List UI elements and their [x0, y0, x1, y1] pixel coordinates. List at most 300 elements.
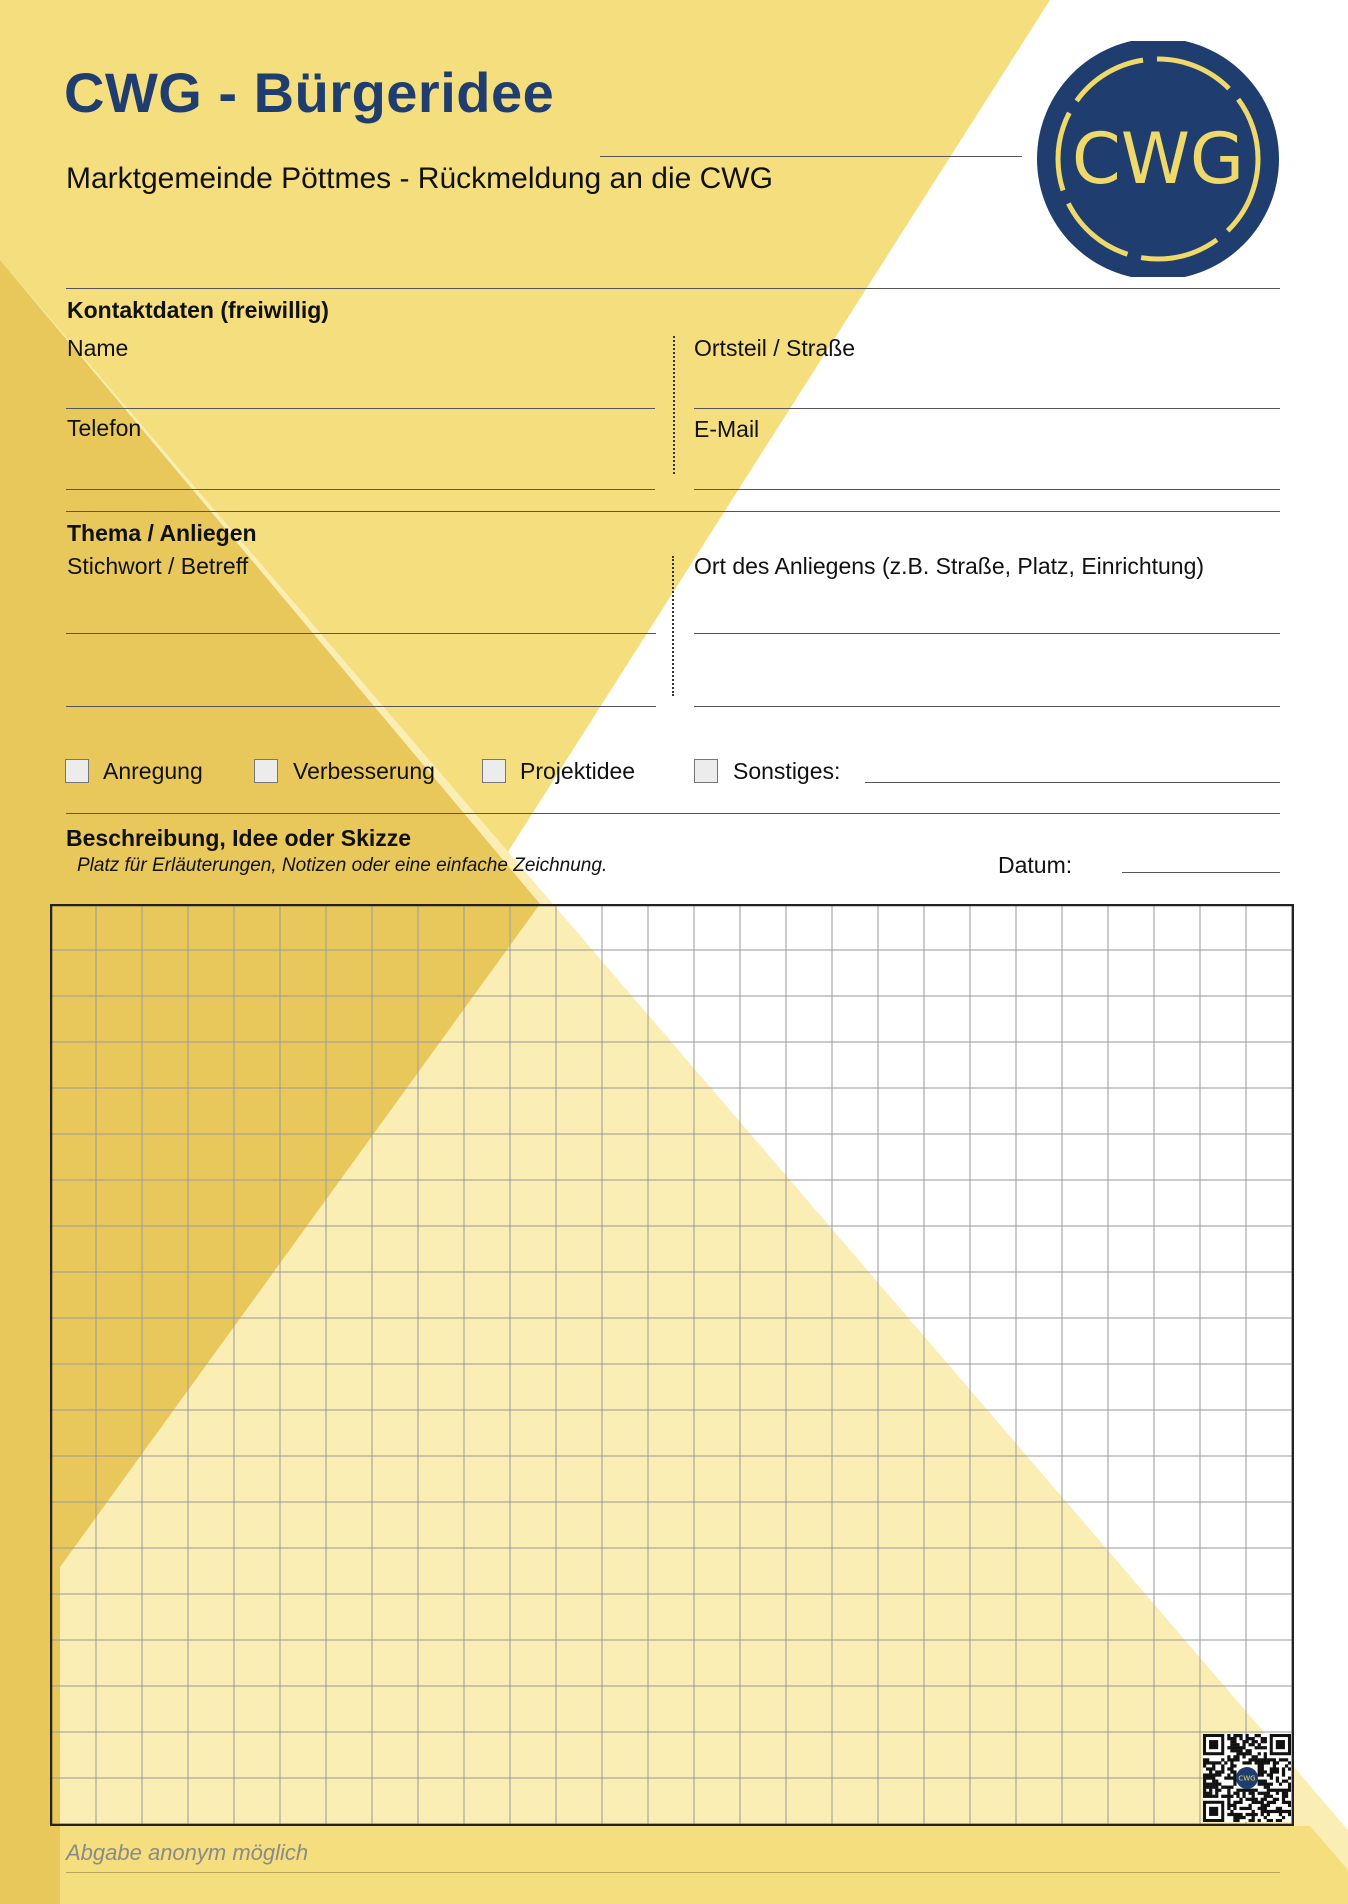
checkbox-projektidee[interactable]	[482, 759, 506, 783]
qr-module	[1249, 1752, 1252, 1755]
location-field-line-1[interactable]	[694, 633, 1280, 634]
qr-module	[1249, 1789, 1252, 1792]
keyword-field-line-2[interactable]	[66, 706, 656, 707]
qr-module	[1258, 1807, 1261, 1810]
qr-module	[1224, 1776, 1227, 1779]
qr-module	[1227, 1813, 1230, 1816]
qr-module	[1282, 1798, 1285, 1801]
qr-module	[1273, 1764, 1276, 1767]
qr-module	[1230, 1746, 1233, 1749]
qr-module	[1285, 1810, 1288, 1813]
qr-module	[1233, 1813, 1236, 1816]
qr-module	[1264, 1770, 1267, 1773]
qr-module	[1258, 1773, 1261, 1776]
qr-module	[1285, 1789, 1288, 1792]
qr-module	[1233, 1758, 1236, 1761]
date-label: Datum:	[998, 852, 1073, 878]
qr-module	[1203, 1758, 1206, 1761]
qr-module	[1236, 1743, 1239, 1746]
qr-module	[1236, 1816, 1239, 1819]
qr-module	[1270, 1819, 1273, 1822]
qr-module	[1261, 1807, 1264, 1810]
qr-module	[1218, 1773, 1221, 1776]
qr-module	[1285, 1792, 1288, 1795]
qr-module	[1282, 1801, 1285, 1804]
qr-module	[1242, 1807, 1245, 1810]
qr-module	[1227, 1767, 1230, 1770]
qr-module	[1252, 1743, 1255, 1746]
qr-module	[1267, 1786, 1270, 1789]
qr-module	[1252, 1810, 1255, 1813]
qr-module	[1288, 1789, 1291, 1792]
qr-module	[1230, 1813, 1233, 1816]
qr-module	[1261, 1801, 1264, 1804]
qr-module	[1215, 1761, 1218, 1764]
qr-module	[1255, 1740, 1258, 1743]
qr-module	[1203, 1776, 1206, 1779]
qr-module	[1203, 1795, 1206, 1798]
qr-module	[1276, 1776, 1279, 1779]
qr-module	[1215, 1783, 1218, 1786]
qr-module	[1236, 1813, 1239, 1816]
qr-module	[1209, 1776, 1212, 1779]
topic-divider	[672, 556, 674, 696]
qr-module	[1258, 1761, 1261, 1764]
qr-module	[1242, 1792, 1245, 1795]
qr-module	[1233, 1746, 1236, 1749]
page-subtitle: Marktgemeinde Pöttmes - Rückmeldung an die CWG	[66, 162, 773, 195]
qr-module	[1264, 1752, 1267, 1755]
qr-module	[1224, 1786, 1227, 1789]
qr-module	[1215, 1786, 1218, 1789]
qr-module	[1221, 1758, 1224, 1761]
qr-module	[1215, 1780, 1218, 1783]
qr-module	[1264, 1786, 1267, 1789]
qr-module	[1242, 1789, 1245, 1792]
grid-border	[51, 905, 1293, 1825]
qr-module	[1252, 1816, 1255, 1819]
qr-module	[1267, 1758, 1270, 1761]
qr-module	[1261, 1737, 1264, 1740]
qr-module	[1245, 1749, 1248, 1752]
qr-module	[1258, 1783, 1261, 1786]
qr-module	[1212, 1786, 1215, 1789]
qr-module	[1273, 1789, 1276, 1792]
qr-module	[1206, 1783, 1209, 1786]
qr-module	[1233, 1743, 1236, 1746]
qr-module	[1276, 1819, 1279, 1822]
qr-module	[1227, 1734, 1230, 1737]
qr-module	[1264, 1804, 1267, 1807]
qr-module	[1233, 1770, 1236, 1773]
description-hint: Platz für Erläuterungen, Notizen oder eine einfache Zeichnung.	[77, 855, 608, 876]
qr-module	[1203, 1783, 1206, 1786]
qr-module	[1288, 1804, 1291, 1807]
qr-module	[1242, 1746, 1245, 1749]
qr-module	[1261, 1792, 1264, 1795]
qr-module	[1267, 1801, 1270, 1804]
qr-module	[1282, 1780, 1285, 1783]
qr-module	[1209, 1770, 1212, 1773]
qr-module	[1230, 1776, 1233, 1779]
qr-module	[1236, 1758, 1239, 1761]
qr-module	[1227, 1758, 1230, 1761]
qr-module	[1264, 1816, 1267, 1819]
qr-module	[1227, 1755, 1230, 1758]
qr-module	[1227, 1804, 1230, 1807]
qr-module	[1230, 1761, 1233, 1764]
qr-module	[1245, 1737, 1248, 1740]
qr-module	[1282, 1773, 1285, 1776]
qr-module	[1245, 1789, 1248, 1792]
qr-module	[1261, 1798, 1264, 1801]
name-label: Name	[67, 335, 129, 361]
qr-module	[1258, 1743, 1261, 1746]
qr-module	[1233, 1764, 1236, 1767]
qr-module	[1239, 1737, 1242, 1740]
qr-module	[1258, 1801, 1261, 1804]
qr-module	[1239, 1752, 1242, 1755]
qr-module	[1233, 1755, 1236, 1758]
qr-module	[1273, 1801, 1276, 1804]
qr-module	[1252, 1813, 1255, 1816]
qr-module	[1279, 1758, 1282, 1761]
qr-module	[1249, 1761, 1252, 1764]
qr-module	[1255, 1746, 1258, 1749]
qr-module	[1261, 1758, 1264, 1761]
qr-module	[1258, 1746, 1261, 1749]
qr-module	[1233, 1783, 1236, 1786]
qr-module	[1233, 1801, 1236, 1804]
qr-module	[1249, 1758, 1252, 1761]
qr-module	[1252, 1755, 1255, 1758]
qr-module	[1239, 1798, 1242, 1801]
qr-module	[1239, 1801, 1242, 1804]
footer-note: Abgabe anonym möglich	[66, 1840, 309, 1865]
qr-module	[1282, 1770, 1285, 1773]
qr-module	[1233, 1740, 1236, 1743]
logo-text: CWG	[1071, 118, 1245, 200]
qr-module	[1209, 1761, 1212, 1764]
qr-module	[1255, 1755, 1258, 1758]
qr-module	[1270, 1789, 1273, 1792]
qr-module	[1270, 1776, 1273, 1779]
qr-module	[1258, 1792, 1261, 1795]
qr-module	[1264, 1746, 1267, 1749]
qr-module	[1264, 1780, 1267, 1783]
checkbox-sonstiges[interactable]	[694, 759, 718, 783]
qr-module	[1261, 1813, 1264, 1816]
qr-module	[1288, 1776, 1291, 1779]
qr-module	[1236, 1752, 1239, 1755]
qr-module	[1252, 1758, 1255, 1761]
checkbox-anregung-label: Anregung	[103, 758, 203, 784]
qr-module	[1212, 1795, 1215, 1798]
qr-module	[1239, 1734, 1242, 1737]
qr-module	[1264, 1761, 1267, 1764]
qr-module	[1230, 1764, 1233, 1767]
checkbox-sonstiges-label: Sonstiges:	[733, 758, 841, 784]
qr-module	[1227, 1773, 1230, 1776]
qr-module	[1282, 1758, 1285, 1761]
qr-module	[1239, 1807, 1242, 1810]
qr-module	[1233, 1804, 1236, 1807]
qr-module	[1264, 1792, 1267, 1795]
qr-module	[1227, 1801, 1230, 1804]
qr-module	[1242, 1743, 1245, 1746]
qr-module	[1203, 1786, 1206, 1789]
qr-module	[1285, 1795, 1288, 1798]
qr-module	[1288, 1810, 1291, 1813]
qr-code	[1203, 1734, 1291, 1822]
qr-module	[1273, 1767, 1276, 1770]
qr-module	[1239, 1749, 1242, 1752]
qr-module	[1218, 1789, 1221, 1792]
qr-module	[1249, 1792, 1252, 1795]
qr-module	[1249, 1813, 1252, 1816]
qr-module	[1252, 1792, 1255, 1795]
qr-module	[1230, 1737, 1233, 1740]
qr-module	[1203, 1780, 1206, 1783]
qr-module	[1261, 1780, 1264, 1783]
qr-module	[1261, 1746, 1264, 1749]
phone-label: Telefon	[67, 415, 142, 441]
qr-finder-inner	[1209, 1807, 1218, 1816]
qr-module	[1267, 1810, 1270, 1813]
qr-module	[1227, 1737, 1230, 1740]
qr-module	[1288, 1786, 1291, 1789]
qr-module	[1242, 1795, 1245, 1798]
qr-module	[1215, 1770, 1218, 1773]
qr-module	[1209, 1792, 1212, 1795]
qr-module	[1282, 1789, 1285, 1792]
qr-module	[1273, 1770, 1276, 1773]
qr-module	[1285, 1801, 1288, 1804]
qr-module	[1261, 1764, 1264, 1767]
qr-module	[1261, 1770, 1264, 1773]
qr-module	[1245, 1761, 1248, 1764]
qr-module	[1264, 1758, 1267, 1761]
date-field[interactable]	[1122, 872, 1280, 873]
qr-module	[1258, 1752, 1261, 1755]
qr-module	[1230, 1767, 1233, 1770]
qr-module	[1273, 1810, 1276, 1813]
district-field[interactable]	[694, 408, 1280, 409]
qr-module	[1267, 1804, 1270, 1807]
qr-module	[1264, 1737, 1267, 1740]
qr-module	[1242, 1755, 1245, 1758]
qr-module	[1230, 1749, 1233, 1752]
checkbox-projektidee-label: Projektidee	[520, 758, 636, 784]
qr-module	[1249, 1749, 1252, 1752]
name-field[interactable]	[66, 408, 655, 409]
qr-module	[1267, 1783, 1270, 1786]
qr-module	[1249, 1807, 1252, 1810]
qr-module	[1279, 1783, 1282, 1786]
qr-finder-inner	[1209, 1740, 1218, 1749]
qr-module	[1255, 1734, 1258, 1737]
qr-module	[1267, 1792, 1270, 1795]
qr-module	[1264, 1798, 1267, 1801]
qr-module	[1258, 1770, 1261, 1773]
qr-module	[1209, 1773, 1212, 1776]
qr-module	[1203, 1761, 1206, 1764]
qr-module	[1224, 1761, 1227, 1764]
qr-module	[1288, 1783, 1291, 1786]
qr-module	[1209, 1795, 1212, 1798]
qr-module	[1285, 1780, 1288, 1783]
qr-module	[1233, 1780, 1236, 1783]
qr-module	[1264, 1810, 1267, 1813]
qr-module	[1276, 1780, 1279, 1783]
qr-module	[1276, 1770, 1279, 1773]
qr-module	[1212, 1780, 1215, 1783]
qr-module	[1227, 1792, 1230, 1795]
qr-module	[1212, 1776, 1215, 1779]
qr-module	[1209, 1783, 1212, 1786]
qr-module	[1218, 1761, 1221, 1764]
qr-module	[1261, 1767, 1264, 1770]
qr-module	[1258, 1819, 1261, 1822]
qr-module	[1261, 1761, 1264, 1764]
qr-module	[1203, 1792, 1206, 1795]
qr-module	[1221, 1786, 1224, 1789]
qr-module	[1270, 1810, 1273, 1813]
qr-module	[1242, 1816, 1245, 1819]
qr-module	[1267, 1789, 1270, 1792]
qr-module	[1261, 1773, 1264, 1776]
keyword-field-line-1[interactable]	[66, 633, 656, 634]
qr-module	[1245, 1752, 1248, 1755]
qr-module	[1203, 1773, 1206, 1776]
keyword-label: Stichwort / Betreff	[67, 553, 249, 579]
qr-module	[1233, 1749, 1236, 1752]
qr-module	[1270, 1773, 1273, 1776]
qr-module	[1224, 1795, 1227, 1798]
qr-finder-inner	[1276, 1740, 1285, 1749]
qr-module	[1245, 1807, 1248, 1810]
qr-module	[1264, 1783, 1267, 1786]
qr-module	[1218, 1770, 1221, 1773]
qr-module	[1236, 1795, 1239, 1798]
qr-module	[1206, 1776, 1209, 1779]
qr-module	[1282, 1810, 1285, 1813]
qr-module	[1273, 1758, 1276, 1761]
qr-module	[1233, 1819, 1236, 1822]
email-field[interactable]	[694, 489, 1280, 490]
cwg-logo	[1036, 41, 1280, 277]
qr-module	[1242, 1752, 1245, 1755]
page-title: CWG - Bürgeridee	[64, 61, 555, 124]
qr-module	[1258, 1734, 1261, 1737]
description-heading: Beschreibung, Idee oder Skizze	[66, 825, 412, 851]
qr-module	[1261, 1783, 1264, 1786]
qr-module	[1230, 1804, 1233, 1807]
sketch-grid[interactable]	[50, 904, 1294, 1826]
qr-module	[1239, 1789, 1242, 1792]
phone-field[interactable]	[66, 489, 655, 490]
qr-module	[1249, 1743, 1252, 1746]
checkbox-verbesserung-label: Verbesserung	[293, 758, 435, 784]
qr-module	[1230, 1810, 1233, 1813]
qr-module	[1255, 1761, 1258, 1764]
qr-module	[1270, 1770, 1273, 1773]
qr-module	[1227, 1807, 1230, 1810]
qr-module	[1276, 1810, 1279, 1813]
sonstiges-field[interactable]	[865, 782, 1280, 783]
qr-module	[1236, 1755, 1239, 1758]
qr-module	[1227, 1776, 1230, 1779]
qr-module	[1255, 1758, 1258, 1761]
description-section-rule	[66, 813, 1280, 814]
qr-module	[1206, 1792, 1209, 1795]
qr-module	[1279, 1810, 1282, 1813]
qr-module	[1212, 1783, 1215, 1786]
checkbox-anregung[interactable]	[65, 759, 89, 783]
location-field-line-2[interactable]	[694, 706, 1280, 707]
qr-module	[1249, 1737, 1252, 1740]
qr-module	[1227, 1798, 1230, 1801]
qr-module	[1270, 1795, 1273, 1798]
qr-module	[1239, 1816, 1242, 1819]
qr-module	[1279, 1813, 1282, 1816]
qr-module	[1288, 1767, 1291, 1770]
qr-module	[1264, 1755, 1267, 1758]
checkbox-verbesserung[interactable]	[254, 759, 278, 783]
qr-module	[1282, 1795, 1285, 1798]
qr-module	[1212, 1761, 1215, 1764]
qr-module	[1221, 1764, 1224, 1767]
qr-module	[1258, 1767, 1261, 1770]
qr-module	[1236, 1819, 1239, 1822]
qr-module	[1209, 1786, 1212, 1789]
qr-module	[1236, 1801, 1239, 1804]
qr-module	[1279, 1819, 1282, 1822]
qr-module	[1233, 1737, 1236, 1740]
qr-module	[1270, 1767, 1273, 1770]
qr-center-text: CWG	[1238, 1774, 1256, 1783]
contact-section-rule	[66, 288, 1280, 289]
qr-module	[1276, 1767, 1279, 1770]
qr-module	[1270, 1783, 1273, 1786]
qr-module	[1288, 1761, 1291, 1764]
qr-module	[1236, 1792, 1239, 1795]
qr-module	[1252, 1801, 1255, 1804]
qr-module	[1233, 1734, 1236, 1737]
qr-module	[1236, 1789, 1239, 1792]
qr-module	[1267, 1819, 1270, 1822]
qr-module	[1212, 1773, 1215, 1776]
qr-module	[1221, 1795, 1224, 1798]
qr-module	[1270, 1758, 1273, 1761]
topic-heading: Thema / Anliegen	[67, 520, 257, 546]
topic-section-rule	[66, 511, 1280, 512]
qr-module	[1212, 1764, 1215, 1767]
district-label: Ortsteil / Straße	[694, 335, 856, 361]
qr-module	[1227, 1795, 1230, 1798]
qr-module	[1203, 1789, 1206, 1792]
qr-module	[1258, 1758, 1261, 1761]
qr-module	[1252, 1795, 1255, 1798]
qr-module	[1282, 1792, 1285, 1795]
qr-module	[1233, 1807, 1236, 1810]
qr-module	[1230, 1770, 1233, 1773]
qr-module	[1242, 1740, 1245, 1743]
qr-module	[1245, 1798, 1248, 1801]
qr-module	[1258, 1780, 1261, 1783]
qr-module	[1255, 1789, 1258, 1792]
qr-module	[1206, 1758, 1209, 1761]
